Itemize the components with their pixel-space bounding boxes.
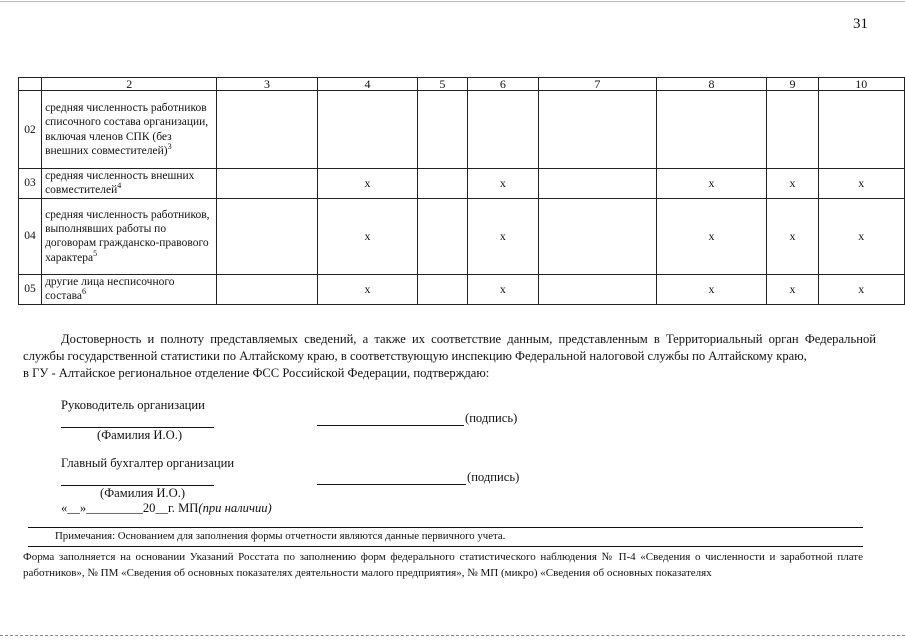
cell-col6[interactable]: x	[467, 274, 538, 304]
statement-text: Достоверность и полноту представляемых сведений, а также их соответствие данным, представленным в Территориальный орган Федеральной службы государственной статистики по Алтайскому краю, в соответствующую инспекцию Федеральной налоговой службы по Алтайскому краю,	[23, 332, 876, 363]
cell-col3[interactable]	[217, 169, 317, 199]
header-cell: 3	[217, 78, 317, 91]
cell-col9[interactable]: x	[767, 169, 818, 199]
footnote-ref: 6	[81, 287, 86, 297]
cell-col10[interactable]: x	[818, 198, 904, 274]
header-cell: 9	[767, 78, 818, 91]
accountant-name-caption: (Фамилия И.О.)	[100, 486, 186, 500]
footnote-ref: 4	[117, 181, 122, 191]
cell-col8[interactable]: x	[656, 198, 766, 274]
cell-col6[interactable]: x	[467, 169, 538, 199]
cell-col7[interactable]	[538, 169, 656, 199]
header-cell: 8	[656, 78, 766, 91]
statistics-table	[18, 77, 905, 305]
accountant-title: Главный бухгалтер организации	[61, 456, 235, 470]
cell-col10[interactable]	[818, 91, 904, 169]
footnote-ref: 3	[167, 142, 172, 152]
cell-col7[interactable]	[538, 91, 656, 169]
head-sign-caption: (подпись)	[465, 411, 518, 425]
row-name-text: средняя численность внешних совместителей	[45, 170, 195, 197]
table-header-row	[19, 78, 905, 91]
cell-col5[interactable]	[418, 198, 467, 274]
header-cell: 6	[467, 78, 538, 91]
note-bottom-rule	[28, 546, 863, 547]
cell-col5[interactable]	[418, 91, 467, 169]
row-code: 04	[19, 198, 42, 274]
cell-col8[interactable]: x	[656, 274, 766, 304]
statement-text-end: в ГУ - Алтайское региональное отделение ФСС Российской Федерации, подтверждаю:	[23, 366, 490, 380]
cell-col4[interactable]: x	[317, 169, 417, 199]
cell-col10[interactable]: x	[818, 274, 904, 304]
cell-col8[interactable]: x	[656, 169, 766, 199]
date-stamp-text: «__»_________20__г. МП	[61, 501, 199, 515]
cell-col8[interactable]	[656, 91, 766, 169]
bottom-border-line	[0, 635, 905, 636]
cell-col7[interactable]	[538, 198, 656, 274]
row-name-text: другие лица несписочного состава	[45, 275, 175, 303]
header-cell: 4	[317, 78, 417, 91]
cell-col3[interactable]	[217, 198, 317, 274]
cell-col9[interactable]: x	[767, 198, 818, 274]
note-text: Примечания: Основанием для заполнения формы отчетности являются данные первичного учета.	[55, 530, 506, 542]
row-name	[42, 91, 217, 169]
cell-col6[interactable]: x	[467, 198, 538, 274]
row-name-text: средняя численность работников, выполнявших работы по договорам гражданско-правового характера	[45, 208, 210, 264]
cell-col5[interactable]	[418, 169, 467, 199]
row-name	[42, 169, 217, 199]
note-top-rule	[28, 527, 863, 528]
page-number: 31	[853, 16, 868, 32]
header-cell: 10	[818, 78, 904, 91]
head-name-caption: (Фамилия И.О.)	[97, 428, 183, 442]
header-cell: 5	[418, 78, 467, 91]
footnote-ref: 5	[93, 248, 98, 258]
date-stamp-line[interactable]	[61, 501, 272, 516]
cell-col9[interactable]	[767, 91, 818, 169]
cell-col6[interactable]	[467, 91, 538, 169]
accountant-sign-caption: (подпись)	[467, 470, 520, 484]
date-stamp-italic: (при наличии)	[198, 501, 272, 515]
cell-col4[interactable]: x	[317, 198, 417, 274]
head-title: Руководитель организации	[61, 398, 205, 412]
accountant-sign-line[interactable]	[317, 484, 466, 485]
row-name-text: средняя численность работников списочного состава организации, включая членов СПК (без внешних совместителей)	[45, 101, 209, 157]
top-border-line	[0, 1, 905, 2]
table-row	[19, 274, 905, 304]
cell-col10[interactable]: x	[818, 169, 904, 199]
table-row	[19, 91, 905, 169]
footer-text: Форма заполняется на основании Указаний Росстата по заполнению форм федерального статистического наблюдения № П-4 «Сведения о численности и заработной плате работников», № ПМ «Сведения об основных показателях деятельности малого предприятия», № МП (микро) «Сведения об основных показателях	[23, 551, 863, 579]
table-row	[19, 169, 905, 199]
cell-col3[interactable]	[217, 91, 317, 169]
head-sign-line[interactable]	[317, 425, 464, 426]
cell-col4[interactable]	[317, 91, 417, 169]
table-row	[19, 198, 905, 274]
cell-col9[interactable]: x	[767, 274, 818, 304]
cell-col7[interactable]	[538, 274, 656, 304]
row-name	[42, 198, 217, 274]
row-code: 05	[19, 274, 42, 304]
row-code: 03	[19, 169, 42, 199]
row-code: 02	[19, 91, 42, 169]
cell-col3[interactable]	[217, 274, 317, 304]
header-cell: 7	[538, 78, 656, 91]
cell-col4[interactable]: x	[317, 274, 417, 304]
header-cell	[19, 78, 42, 91]
header-cell: 2	[42, 78, 217, 91]
confirmation-statement	[23, 331, 876, 382]
row-name	[42, 274, 217, 304]
cell-col5[interactable]	[418, 274, 467, 304]
